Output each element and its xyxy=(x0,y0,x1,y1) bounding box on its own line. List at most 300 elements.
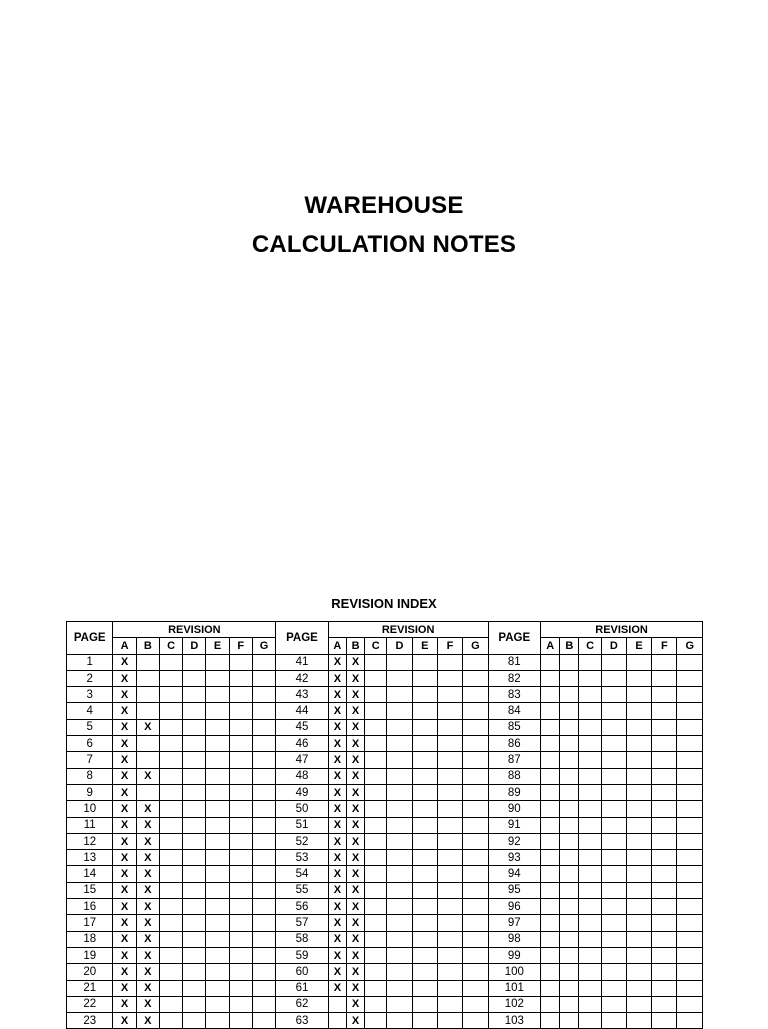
revision-mark-cell xyxy=(601,899,626,915)
revision-mark-cell xyxy=(159,752,182,768)
revision-mark-cell xyxy=(183,882,206,898)
revision-mark-cell xyxy=(206,719,229,735)
page-number-cell: 55 xyxy=(276,882,329,898)
revision-mark-cell xyxy=(579,719,601,735)
revision-mark-cell xyxy=(601,801,626,817)
revision-mark-cell xyxy=(437,882,462,898)
revision-mark-cell xyxy=(206,752,229,768)
revision-mark-cell xyxy=(412,964,437,980)
revision-mark-cell xyxy=(677,931,703,947)
page-number-cell: 102 xyxy=(488,996,541,1012)
revision-mark-cell xyxy=(652,719,677,735)
page-number-cell: 81 xyxy=(488,654,541,670)
table-row xyxy=(67,947,703,963)
page-number-cell: 82 xyxy=(488,670,541,686)
revision-mark-cell xyxy=(183,996,206,1012)
revision-mark-cell xyxy=(159,719,182,735)
page-number-cell: 21 xyxy=(67,980,113,996)
revision-mark-cell xyxy=(601,703,626,719)
revision-mark-cell: X xyxy=(113,703,136,719)
revision-mark-cell xyxy=(463,964,488,980)
revision-mark-cell: X xyxy=(346,801,364,817)
revision-mark-cell: X xyxy=(346,996,364,1012)
revision-mark-cell xyxy=(136,736,159,752)
revision-mark-cell xyxy=(677,768,703,784)
revision-mark-cell xyxy=(136,752,159,768)
revision-mark-cell: X xyxy=(346,687,364,703)
revision-mark-cell xyxy=(183,768,206,784)
revision-index-header xyxy=(67,622,703,655)
revision-letter-header: D xyxy=(183,638,206,654)
revision-mark-cell xyxy=(541,784,560,800)
revision-mark-cell xyxy=(229,996,252,1012)
page-number-cell: 62 xyxy=(276,996,329,1012)
revision-mark-cell xyxy=(560,784,579,800)
revision-mark-cell xyxy=(579,817,601,833)
table-row xyxy=(67,899,703,915)
revision-mark-cell xyxy=(560,654,579,670)
revision-mark-cell xyxy=(412,817,437,833)
revision-mark-cell xyxy=(206,866,229,882)
revision-mark-cell xyxy=(463,784,488,800)
revision-mark-cell xyxy=(677,654,703,670)
revision-mark-cell xyxy=(136,670,159,686)
revision-mark-cell: X xyxy=(346,915,364,931)
revision-mark-cell xyxy=(229,752,252,768)
revision-mark-cell: X xyxy=(328,833,346,849)
revision-mark-cell xyxy=(626,1013,651,1029)
revision-mark-cell xyxy=(541,915,560,931)
revision-mark-cell xyxy=(560,899,579,915)
revision-mark-cell xyxy=(601,768,626,784)
page-number-cell: 20 xyxy=(67,964,113,980)
revision-mark-cell xyxy=(677,752,703,768)
revision-mark-cell xyxy=(252,703,275,719)
revision-mark-cell xyxy=(579,850,601,866)
revision-letter-header: F xyxy=(229,638,252,654)
page-number-cell: 85 xyxy=(488,719,541,735)
revision-mark-cell xyxy=(541,752,560,768)
revision-mark-cell xyxy=(579,882,601,898)
revision-mark-cell xyxy=(365,947,387,963)
revision-mark-cell xyxy=(463,719,488,735)
revision-mark-cell xyxy=(579,736,601,752)
revision-mark-cell xyxy=(206,833,229,849)
revision-mark-cell xyxy=(229,964,252,980)
revision-mark-cell xyxy=(365,719,387,735)
revision-mark-cell xyxy=(437,687,462,703)
page-number-cell: 61 xyxy=(276,980,329,996)
revision-mark-cell xyxy=(387,670,412,686)
revision-mark-cell xyxy=(579,964,601,980)
revision-mark-cell xyxy=(437,915,462,931)
revision-mark-cell xyxy=(387,654,412,670)
revision-mark-cell xyxy=(437,801,462,817)
revision-mark-cell: X xyxy=(136,768,159,784)
revision-mark-cell xyxy=(541,1013,560,1029)
page-number-cell: 16 xyxy=(67,899,113,915)
revision-mark-cell xyxy=(677,719,703,735)
revision-mark-cell xyxy=(541,833,560,849)
page-number-cell: 86 xyxy=(488,736,541,752)
revision-mark-cell xyxy=(387,719,412,735)
revision-mark-cell xyxy=(159,703,182,719)
revision-mark-cell xyxy=(159,801,182,817)
revision-mark-cell xyxy=(560,801,579,817)
revision-mark-cell xyxy=(183,801,206,817)
revision-mark-cell xyxy=(412,996,437,1012)
revision-mark-cell: X xyxy=(136,931,159,947)
revision-mark-cell: X xyxy=(346,736,364,752)
revision-mark-cell xyxy=(252,784,275,800)
revision-mark-cell xyxy=(652,850,677,866)
revision-mark-cell xyxy=(626,801,651,817)
revision-mark-cell xyxy=(365,866,387,882)
revision-mark-cell xyxy=(463,752,488,768)
revision-letter-header: G xyxy=(677,638,703,654)
revision-letter-header: A xyxy=(541,638,560,654)
revision-mark-cell xyxy=(652,931,677,947)
revision-mark-cell xyxy=(365,899,387,915)
revision-mark-cell xyxy=(387,996,412,1012)
revision-mark-cell xyxy=(601,850,626,866)
revision-mark-cell xyxy=(652,996,677,1012)
revision-mark-cell xyxy=(626,882,651,898)
revision-mark-cell: X xyxy=(136,850,159,866)
revision-mark-cell xyxy=(387,801,412,817)
revision-mark-cell xyxy=(560,964,579,980)
table-row xyxy=(67,752,703,768)
revision-group-header: REVISION xyxy=(113,622,276,638)
revision-mark-cell: X xyxy=(328,915,346,931)
page-column-header: PAGE xyxy=(276,622,329,655)
revision-mark-cell xyxy=(252,850,275,866)
revision-mark-cell xyxy=(560,719,579,735)
revision-mark-cell: X xyxy=(136,817,159,833)
revision-mark-cell xyxy=(677,899,703,915)
revision-mark-cell: X xyxy=(136,915,159,931)
page-number-cell: 18 xyxy=(67,931,113,947)
revision-mark-cell xyxy=(387,850,412,866)
table-row xyxy=(67,768,703,784)
revision-mark-cell: X xyxy=(328,801,346,817)
revision-mark-cell xyxy=(579,801,601,817)
revision-mark-cell xyxy=(579,654,601,670)
revision-mark-cell xyxy=(437,817,462,833)
revision-mark-cell xyxy=(206,882,229,898)
revision-mark-cell xyxy=(412,866,437,882)
revision-mark-cell xyxy=(541,801,560,817)
page-number-cell: 95 xyxy=(488,882,541,898)
page-number-cell: 51 xyxy=(276,817,329,833)
revision-mark-cell xyxy=(560,752,579,768)
revision-mark-cell xyxy=(601,752,626,768)
page-number-cell: 93 xyxy=(488,850,541,866)
revision-mark-cell xyxy=(626,915,651,931)
revision-mark-cell xyxy=(560,817,579,833)
revision-letter-header: D xyxy=(601,638,626,654)
revision-mark-cell xyxy=(159,915,182,931)
revision-mark-cell xyxy=(387,1013,412,1029)
page-number-cell: 89 xyxy=(488,784,541,800)
revision-mark-cell: X xyxy=(113,947,136,963)
revision-mark-cell xyxy=(206,736,229,752)
revision-mark-cell xyxy=(183,670,206,686)
revision-mark-cell xyxy=(387,768,412,784)
revision-mark-cell: X xyxy=(113,736,136,752)
revision-mark-cell xyxy=(387,915,412,931)
revision-mark-cell xyxy=(159,850,182,866)
revision-mark-cell xyxy=(626,654,651,670)
revision-mark-cell xyxy=(652,1013,677,1029)
table-row xyxy=(67,996,703,1012)
revision-mark-cell xyxy=(652,670,677,686)
revision-mark-cell xyxy=(579,784,601,800)
revision-mark-cell xyxy=(229,882,252,898)
revision-mark-cell xyxy=(159,670,182,686)
revision-mark-cell xyxy=(601,866,626,882)
revision-mark-cell: X xyxy=(136,1013,159,1029)
revision-mark-cell xyxy=(387,931,412,947)
revision-mark-cell xyxy=(652,654,677,670)
revision-mark-cell xyxy=(579,947,601,963)
revision-mark-cell xyxy=(183,736,206,752)
table-row xyxy=(67,980,703,996)
revision-mark-cell xyxy=(579,768,601,784)
revision-mark-cell xyxy=(206,931,229,947)
revision-letter-header: C xyxy=(159,638,182,654)
revision-mark-cell xyxy=(463,768,488,784)
revision-mark-cell xyxy=(437,833,462,849)
revision-mark-cell xyxy=(541,882,560,898)
revision-mark-cell xyxy=(206,850,229,866)
revision-mark-cell xyxy=(541,817,560,833)
revision-mark-cell xyxy=(626,947,651,963)
revision-mark-cell xyxy=(412,947,437,963)
revision-mark-cell xyxy=(463,980,488,996)
revision-mark-cell xyxy=(437,996,462,1012)
revision-mark-cell xyxy=(626,850,651,866)
revision-mark-cell xyxy=(541,964,560,980)
page-number-cell: 84 xyxy=(488,703,541,719)
revision-mark-cell xyxy=(136,687,159,703)
revision-mark-cell: X xyxy=(136,964,159,980)
revision-mark-cell: X xyxy=(136,833,159,849)
revision-mark-cell xyxy=(437,964,462,980)
page-number-cell: 103 xyxy=(488,1013,541,1029)
revision-index-title: REVISION INDEX xyxy=(331,596,437,611)
revision-mark-cell xyxy=(652,784,677,800)
revision-mark-cell xyxy=(652,687,677,703)
revision-mark-cell xyxy=(328,996,346,1012)
revision-mark-cell: X xyxy=(136,996,159,1012)
revision-mark-cell xyxy=(579,670,601,686)
page-number-cell: 94 xyxy=(488,866,541,882)
revision-mark-cell xyxy=(183,784,206,800)
page-column-header: PAGE xyxy=(67,622,113,655)
revision-mark-cell xyxy=(252,670,275,686)
revision-mark-cell: X xyxy=(113,719,136,735)
revision-mark-cell xyxy=(183,687,206,703)
revision-mark-cell xyxy=(183,899,206,915)
revision-mark-cell xyxy=(463,654,488,670)
revision-mark-cell xyxy=(677,850,703,866)
revision-mark-cell xyxy=(601,947,626,963)
revision-mark-cell xyxy=(159,817,182,833)
revision-mark-cell xyxy=(677,996,703,1012)
revision-mark-cell xyxy=(652,899,677,915)
revision-mark-cell: X xyxy=(328,980,346,996)
revision-mark-cell xyxy=(601,784,626,800)
revision-mark-cell xyxy=(626,833,651,849)
revision-mark-cell xyxy=(183,947,206,963)
revision-mark-cell xyxy=(652,882,677,898)
page-number-cell: 15 xyxy=(67,882,113,898)
revision-mark-cell xyxy=(579,703,601,719)
revision-mark-cell xyxy=(412,784,437,800)
revision-mark-cell xyxy=(387,703,412,719)
revision-mark-cell xyxy=(463,899,488,915)
revision-mark-cell xyxy=(387,947,412,963)
page-number-cell: 23 xyxy=(67,1013,113,1029)
revision-mark-cell xyxy=(365,736,387,752)
revision-mark-cell xyxy=(365,703,387,719)
revision-mark-cell xyxy=(579,915,601,931)
revision-mark-cell: X xyxy=(346,768,364,784)
revision-mark-cell xyxy=(652,817,677,833)
revision-mark-cell xyxy=(652,866,677,882)
page-number-cell: 19 xyxy=(67,947,113,963)
revision-mark-cell xyxy=(541,947,560,963)
revision-mark-cell xyxy=(463,850,488,866)
revision-mark-cell xyxy=(159,768,182,784)
revision-index-body xyxy=(67,654,703,1029)
revision-letter-header: B xyxy=(346,638,364,654)
revision-mark-cell xyxy=(159,1013,182,1029)
revision-mark-cell xyxy=(206,670,229,686)
revision-mark-cell xyxy=(159,980,182,996)
page-number-cell: 9 xyxy=(67,784,113,800)
revision-mark-cell: X xyxy=(113,980,136,996)
revision-mark-cell xyxy=(541,670,560,686)
revision-mark-cell xyxy=(560,703,579,719)
revision-mark-cell xyxy=(206,1013,229,1029)
revision-mark-cell xyxy=(328,1013,346,1029)
revision-mark-cell xyxy=(365,670,387,686)
revision-letter-header: E xyxy=(206,638,229,654)
revision-mark-cell xyxy=(252,752,275,768)
revision-mark-cell xyxy=(412,915,437,931)
revision-mark-cell xyxy=(437,670,462,686)
page-number-cell: 22 xyxy=(67,996,113,1012)
revision-mark-cell xyxy=(387,899,412,915)
revision-letter-header: F xyxy=(437,638,462,654)
revision-mark-cell xyxy=(252,801,275,817)
revision-mark-cell: X xyxy=(328,719,346,735)
revision-mark-cell xyxy=(437,866,462,882)
revision-mark-cell xyxy=(183,833,206,849)
revision-mark-cell xyxy=(560,687,579,703)
revision-mark-cell xyxy=(206,687,229,703)
revision-mark-cell xyxy=(206,899,229,915)
page-number-cell: 54 xyxy=(276,866,329,882)
revision-mark-cell xyxy=(365,801,387,817)
revision-mark-cell xyxy=(252,768,275,784)
page-number-cell: 41 xyxy=(276,654,329,670)
revision-mark-cell xyxy=(252,980,275,996)
revision-mark-cell xyxy=(365,882,387,898)
revision-mark-cell: X xyxy=(328,768,346,784)
revision-mark-cell: X xyxy=(328,687,346,703)
revision-mark-cell: X xyxy=(328,670,346,686)
revision-mark-cell xyxy=(601,719,626,735)
revision-mark-cell xyxy=(541,899,560,915)
page-number-cell: 87 xyxy=(488,752,541,768)
revision-mark-cell xyxy=(159,996,182,1012)
revision-mark-cell xyxy=(541,996,560,1012)
revision-mark-cell xyxy=(463,817,488,833)
revision-mark-cell xyxy=(387,784,412,800)
revision-mark-cell xyxy=(541,931,560,947)
page-number-cell: 17 xyxy=(67,915,113,931)
revision-mark-cell xyxy=(159,736,182,752)
revision-mark-cell xyxy=(652,915,677,931)
revision-mark-cell xyxy=(541,703,560,719)
revision-mark-cell xyxy=(412,931,437,947)
table-row xyxy=(67,654,703,670)
revision-mark-cell xyxy=(136,654,159,670)
revision-mark-cell xyxy=(206,947,229,963)
page-number-cell: 83 xyxy=(488,687,541,703)
revision-mark-cell xyxy=(601,654,626,670)
revision-mark-cell xyxy=(183,752,206,768)
revision-mark-cell xyxy=(437,736,462,752)
revision-mark-cell xyxy=(579,752,601,768)
revision-mark-cell xyxy=(206,915,229,931)
revision-mark-cell xyxy=(159,654,182,670)
revision-mark-cell xyxy=(541,654,560,670)
revision-mark-cell: X xyxy=(328,931,346,947)
revision-mark-cell xyxy=(387,964,412,980)
revision-mark-cell xyxy=(252,833,275,849)
revision-mark-cell xyxy=(677,703,703,719)
revision-mark-cell: X xyxy=(136,882,159,898)
page-number-cell: 12 xyxy=(67,833,113,849)
revision-mark-cell xyxy=(626,736,651,752)
revision-mark-cell xyxy=(387,833,412,849)
revision-mark-cell: X xyxy=(136,801,159,817)
revision-mark-cell: X xyxy=(113,996,136,1012)
document-title-line-1: WAREHOUSE xyxy=(304,192,464,219)
revision-mark-cell xyxy=(412,801,437,817)
page-number-cell: 50 xyxy=(276,801,329,817)
revision-mark-cell xyxy=(229,670,252,686)
table-row xyxy=(67,931,703,947)
revision-mark-cell xyxy=(412,833,437,849)
revision-mark-cell: X xyxy=(328,736,346,752)
revision-mark-cell xyxy=(387,980,412,996)
revision-mark-cell xyxy=(677,882,703,898)
revision-mark-cell xyxy=(652,980,677,996)
revision-mark-cell: X xyxy=(113,1013,136,1029)
revision-mark-cell xyxy=(412,703,437,719)
revision-mark-cell: X xyxy=(328,817,346,833)
revision-mark-cell: X xyxy=(113,817,136,833)
revision-mark-cell xyxy=(252,947,275,963)
revision-mark-cell: X xyxy=(113,931,136,947)
revision-mark-cell xyxy=(677,833,703,849)
revision-mark-cell xyxy=(365,996,387,1012)
